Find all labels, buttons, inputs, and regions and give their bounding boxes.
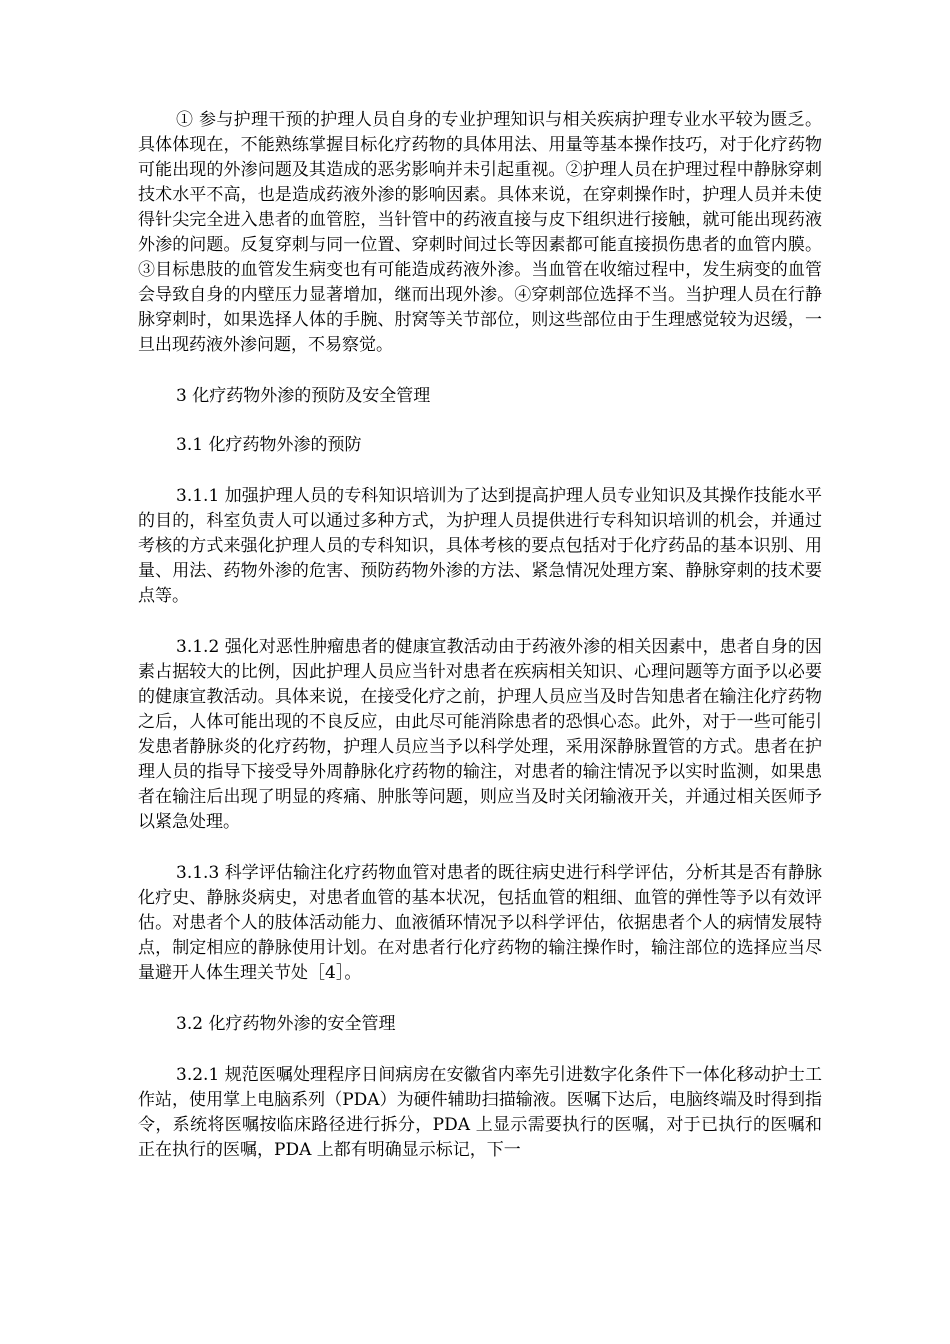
section-heading-3: 3 化疗药物外渗的预防及安全管理 <box>176 386 431 406</box>
paragraph-3-2-1: 3.2.1 规范医嘱处理程序日间病房在安徽省内率先引进数字化条件下一体化移动护士工作站，使用掌上电脑系列（PDA）为硬件辅助扫描输液。医嘱下达后，电脑终端及时得到指令，系统将医嘱按临床路径进行拆分，PDA 上显示需要执行的医嘱，对于已执行的医嘱和正在执行的医嘱，PDA 上都有明确显示标记，下一 <box>138 1065 822 1160</box>
document-body <box>138 108 822 1163</box>
section-heading-3-2: 3.2 化疗药物外渗的安全管理 <box>176 1014 396 1034</box>
section-heading-3-1: 3.1 化疗药物外渗的预防 <box>176 435 362 455</box>
paragraph-3-1-3: 3.1.3 科学评估输注化疗药物血管对患者的既往病史进行科学评估，分析其是否有静脉化疗史、静脉炎病史，对患者血管的基本状况，包括血管的粗细、血管的弹性等予以有效评估。对患者个人的肢体活动能力、血液循环情况予以科学评估，依据患者个人的病情发展特点，制定相应的静脉使用计划。在对患者行化疗药物的输注操作时，输注部位的选择应当尽量避开人体生理关节处［4］。 <box>138 863 822 983</box>
paragraph-3-1-1: 3.1.1 加强护理人员的专科知识培训为了达到提高护理人员专业知识及其操作技能水平的目的，科室负责人可以通过多种方式，为护理人员提供进行专科知识培训的机会，并通过考核的方式来强化护理人员的专科知识，具体考核的要点包括对于化疗药品的基本识别、用量、用法、药物外渗的危害、预防药物外渗的方法、紧急情况处理方案、静脉穿刺的技术要点等。 <box>138 486 822 606</box>
paragraph-nursing-factors: ① 参与护理干预的护理人员自身的专业护理知识与相关疾病护理专业水平较为匮乏。具体体现在，不能熟练掌握目标化疗药物的具体用法、用量等基本操作技巧，对于化疗药物可能出现的外渗问题及其造成的恶劣影响并未引起重视。②护理人员在护理过程中静脉穿刺技术水平不高，也是造成药液外渗的影响因素。具体来说，在穿刺操作时，护理人员并未使得针尖完全进入患者的血管腔，当针管中的药液直接与皮下组织进行接触，就可能出现药液外渗的问题。反复穿刺与同一位置、穿刺时间过长等因素都可能直接损伤患者的血管内膜。③目标患肢的血管发生病变也有可能造成药液外渗。当血管在收缩过程中，发生病变的血管会导致自身的内壁压力显著增加，继而出现外渗。④穿刺部位选择不当。当护理人员在行静脉穿刺时，如果选择人体的手腕、肘窝等关节部位，则这些部位由于生理感觉较为迟缓，一旦出现药液外渗问题，不易察觉。 <box>138 110 822 355</box>
paragraph-3-1-2: 3.1.2 强化对恶性肿瘤患者的健康宣教活动由于药液外渗的相关因素中，患者自身的因素占据较大的比例，因此护理人员应当针对患者在疾病相关知识、心理问题等方面予以必要的健康宣教活动。具体来说，在接受化疗之前，护理人员应当及时告知患者在输注化疗药物之后，人体可能出现的不良反应，由此尽可能消除患者的恐惧心态。此外，对于一些可能引发患者静脉炎的化疗药物，护理人员应当予以科学处理，采用深静脉置管的方式。患者在护理人员的指导下接受导外周静脉化疗药物的输注，对患者的输注情况予以实时监测，如果患者在输注后出现了明显的疼痛、肿胀等问题，则应当及时关闭输液开关，并通过相关医师予以紧急处理。 <box>138 637 822 832</box>
